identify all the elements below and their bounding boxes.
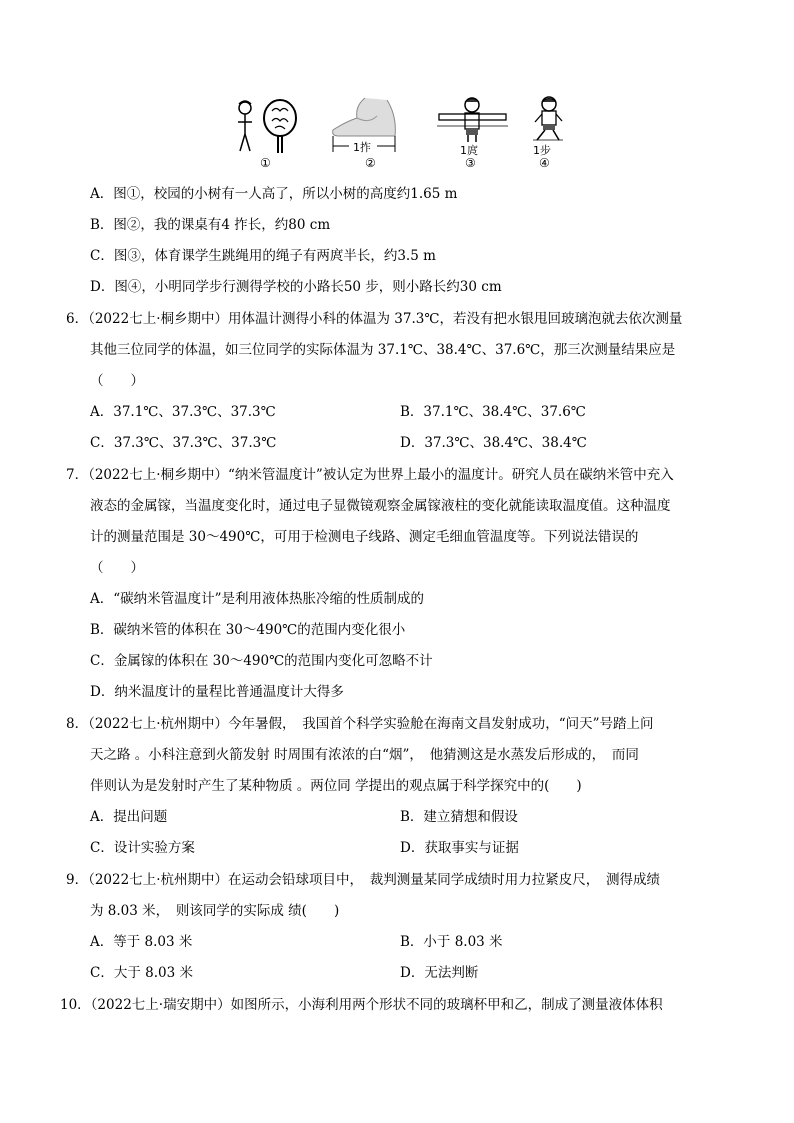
q8-stem-line2: 天之路 。小科注意到火箭发射 时周围有浓浓的白“烟”， 他猜测这是水蒸发后形成的， 而同 [90,747,639,763]
q9-option-a: A．等于 8.03 米 [90,934,193,950]
q7-option-a: A．“碳纳米管温度计”是利用液体热胀冷缩的性质制成的 [90,591,425,607]
q8-option-b: B．建立猜想和假设 [400,809,518,825]
q7-stem-line1: 7．（2022七上·桐乡期中）“纳米管温度计”被认定为世界上最小的温度计。研究人员在碳纳米管中充入 [66,467,674,483]
q6-stem-line1: 6．（2022七上·桐乡期中）用体温计测得小科的体温为 37.3℃，若没有把水银甩回玻璃泡就去依次测量 [66,311,683,327]
q10-stem-line1: 10．（2022七上·瑞安期中）如图所示，小海利用两个形状不同的玻璃杯甲和乙，制成了测量液体体积 [60,997,663,1013]
q8-stem-line1: 8．（2022七上·杭州期中）今年暑假， 我国首个科学实验舱在海南文昌发射成功，“问天”号踏上问 [66,716,654,732]
q5-option-a: A．图①，校园的小树有一人高了，所以小树的高度约1.65 m [90,186,458,202]
q9-option-b: B．小于 8.03 米 [400,934,503,950]
q7-option-b: B．碳纳米管的体积在 30～490℃的范围内变化很小 [90,622,406,638]
q9-stem-line2: 为 8.03 米， 则该同学的实际成 绩( ) [90,903,340,919]
walking-boy-icon [525,96,570,144]
q7-option-c: C．金属镓的体积在 30～490℃的范围内变化可忽略不计 [90,653,433,669]
q9-option-c: C．大于 8.03 米 [90,965,193,981]
q5-option-d: D．图④，小明同学步行测得学校的小路长50 步，则小路长约30 cm [90,279,502,295]
figure-3-caption: ③ [465,156,476,170]
q6-answer-bracket: （ ） [90,373,144,389]
person-tree-icon [230,96,305,158]
q7-answer-bracket: （ ） [90,560,144,576]
figure-1-caption: ① [260,156,271,170]
figure-2-caption: ② [365,156,376,170]
figure-hand-span [325,96,410,176]
figure-person-tree [230,96,305,176]
q7-stem-line2: 液态的金属镓，当温度变化时，通过电子显微镜观察金属镓液柱的变化就能读取温度值。这种温度 [90,498,671,514]
q6-option-c: C．37.3℃、37.3℃、37.3℃ [90,435,277,451]
q9-stem-line1: 9．（2022七上·杭州期中）在运动会铅球项目中， 裁判测量某同学成绩时用力拉紧皮尺， 测得成绩 [66,872,660,888]
q5-option-b: B．图②，我的课桌有4 拃长，约80 cm [90,217,331,233]
figure-2-label: 1拃 [353,141,371,154]
figure-4-caption: ④ [539,156,550,170]
figure-4-label: 1步 [533,144,551,157]
figure-walking-step [525,96,570,176]
q9-option-d: D．无法判断 [400,965,479,981]
q8-stem-line3: 伴则认为是发射时产生了某种物质 。两位同 学提出的观点属于科学探究中的( ) [90,778,582,794]
q8-option-d: D．获取事实与证据 [400,840,519,856]
figure-3-label: 1庹 [460,144,478,157]
q6-option-b: B．37.1℃、38.4℃、37.6℃ [400,404,586,420]
arm-span-icon [435,96,510,144]
q7-option-d: D．纳米温度计的量程比普通温度计大得多 [90,684,344,700]
measurement-figures [230,96,570,176]
q6-option-a: A．37.1℃、37.3℃、37.3℃ [90,404,276,420]
q6-stem-line2: 其他三位同学的体温，如三位同学的实际体温为 37.1℃、38.4℃、37.6℃，那三次测量结果应是 [90,342,676,358]
q8-option-c: C．设计实验方案 [90,840,195,856]
q5-option-c: C．图③，体育课学生跳绳用的绳子有两庹半长，约3.5 m [90,248,436,264]
figure-arm-span [435,96,510,176]
q7-stem-line3: 计的测量范围是 30～490℃，可用于检测电子线路、测定毛细血管温度等。下列说法错误的 [90,529,639,545]
q6-option-d: D．37.3℃、38.4℃、38.4℃ [400,435,587,451]
q8-option-a: A．提出问题 [90,809,168,825]
